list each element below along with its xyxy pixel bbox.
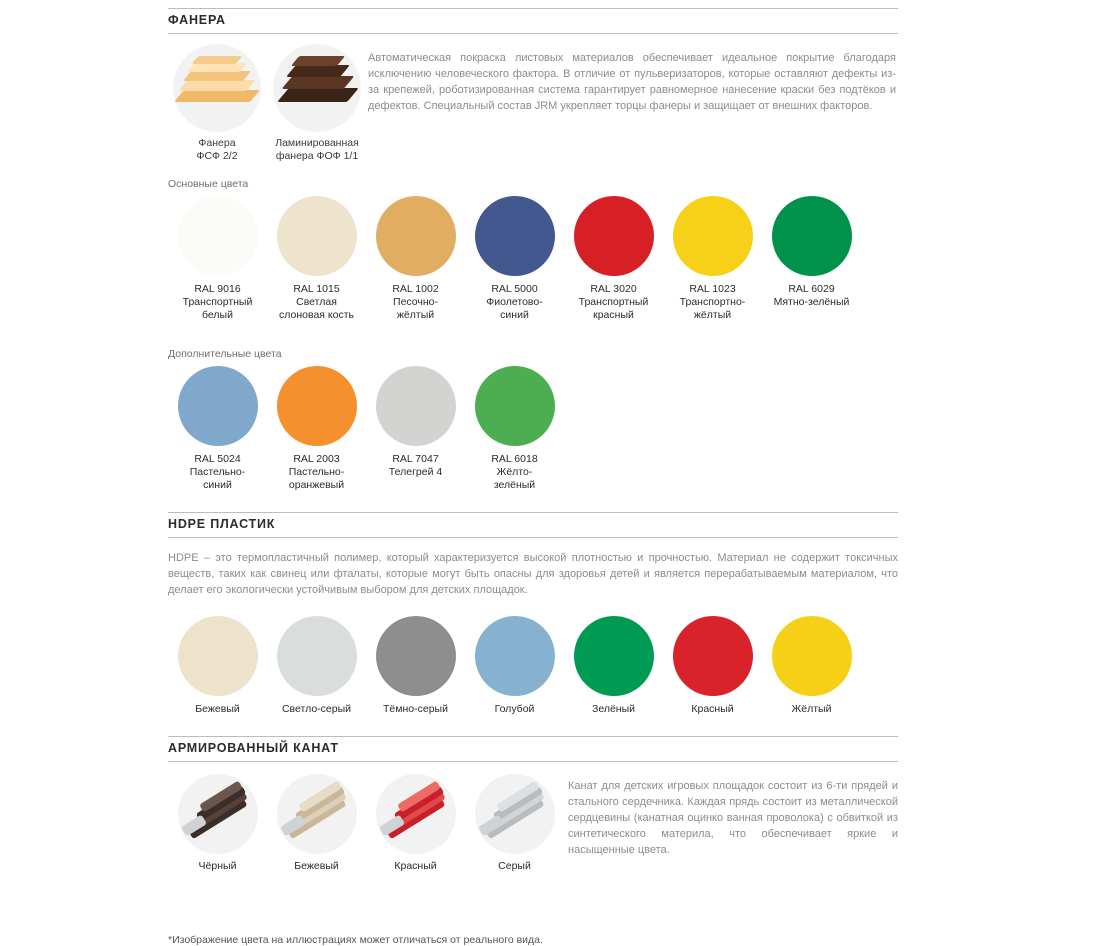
additional-colors-row — [168, 366, 898, 496]
color-dot — [673, 196, 753, 276]
color-code: RAL 1002 — [392, 283, 439, 295]
color-name-line1: Жёлто- — [496, 466, 533, 478]
color-swatch-ral-1002 — [366, 196, 465, 322]
color-swatch-ral-6018 — [465, 366, 564, 492]
section-header-rope — [168, 736, 898, 762]
divider-top — [168, 736, 898, 737]
hdpe-swatch-yellow — [762, 616, 861, 716]
color-code: RAL 5024 — [194, 453, 241, 465]
main-colors-row — [168, 196, 898, 334]
color-name: Зелёный — [591, 703, 635, 715]
color-name-line1: Песочно- — [393, 296, 438, 308]
rope-red-image — [376, 774, 456, 854]
plywood-fof-label — [268, 137, 366, 163]
section-title-hdpe: HDPE ПЛАСТИК — [168, 517, 276, 531]
hdpe-swatch-blue — [465, 616, 564, 716]
plywood-fsf-label-line1: Фанера — [198, 137, 236, 149]
section-title-plywood: ФАНЕРА — [168, 13, 226, 27]
color-name-line2: жёлтый — [693, 309, 732, 321]
color-name-line2: зелёный — [493, 479, 536, 491]
color-dot — [475, 196, 555, 276]
color-dot — [178, 616, 258, 696]
color-dot — [475, 616, 555, 696]
color-swatch-ral-5024 — [168, 366, 267, 492]
color-name-line2: красный — [593, 309, 634, 321]
plywood-sample-fsf — [168, 44, 266, 163]
plywood-description: Автоматическая покраска листовых материалов обеспечивает идеальное покрытие благодаря исключению человеческого фактора. В отличие от пульверизаторов, которые оставляют дефекты из-за крепежей, роботизированная система гарантирует равномерное нанесение краски без подтёков и дефектов. Специальный состав JRM укрепляет торцы фанеры и защищает от внешних факторов. — [368, 52, 896, 112]
color-swatch-ral-9016 — [168, 196, 267, 322]
color-dot — [277, 366, 357, 446]
color-dot — [574, 196, 654, 276]
color-name: Бежевый — [195, 703, 240, 715]
hdpe-swatch-light-gray — [267, 616, 366, 716]
color-dot — [376, 616, 456, 696]
color-name-line2: белый — [202, 309, 233, 321]
hdpe-swatch-red — [663, 616, 762, 716]
section-title-rope: АРМИРОВАННЫЙ КАНАТ — [168, 741, 339, 755]
color-code: RAL 7047 — [392, 453, 439, 465]
color-dot — [178, 366, 258, 446]
color-name-line2: слоновая кость — [279, 309, 354, 321]
section-header-plywood — [168, 8, 898, 34]
color-dot — [277, 196, 357, 276]
rope-gray-image — [475, 774, 555, 854]
color-name: Жёлтый — [791, 703, 832, 715]
section-header-hdpe — [168, 512, 898, 538]
rope-name: Красный — [394, 860, 437, 872]
plywood-fsf-label-line2: ФСФ 2/2 — [196, 150, 238, 162]
color-name-line1: Телегрей 4 — [388, 466, 443, 478]
plywood-fof-label-line2: фанера ФОФ 1/1 — [275, 150, 359, 162]
rope-sample-gray — [465, 774, 564, 872]
hdpe-colors-row — [168, 616, 898, 726]
color-swatch-ral-6029 — [762, 196, 861, 309]
color-name-line2: синий — [203, 479, 232, 491]
color-dot — [673, 616, 753, 696]
rope-name: Бежевый — [294, 860, 339, 872]
rope-sample-black — [168, 774, 267, 872]
color-code: RAL 6018 — [491, 453, 538, 465]
color-dot — [772, 196, 852, 276]
color-code: RAL 5000 — [491, 283, 538, 295]
plywood-fof-label-line1: Ламинированная — [275, 137, 359, 149]
color-dot — [772, 616, 852, 696]
rope-sample-beige — [267, 774, 366, 872]
color-code: RAL 1023 — [689, 283, 736, 295]
plywood-sample-fof — [268, 44, 366, 163]
color-name-line2: жёлтый — [396, 309, 435, 321]
color-name-line1: Транспортный — [182, 296, 253, 308]
rope-beige-image — [277, 774, 357, 854]
color-dot — [574, 616, 654, 696]
group-title-additional-colors: Дополнительные цвета — [168, 348, 282, 360]
color-code: RAL 6029 — [788, 283, 835, 295]
divider-bottom — [168, 33, 898, 34]
rope-name: Чёрный — [198, 860, 237, 872]
plywood-fof-image — [273, 44, 361, 132]
color-swatch-ral-5000 — [465, 196, 564, 322]
content-column — [168, 0, 898, 946]
plywood-fsf-image — [173, 44, 261, 132]
color-code: RAL 9016 — [194, 283, 241, 295]
group-title-main-colors: Основные цвета — [168, 178, 249, 190]
hdpe-swatch-dark-gray — [366, 616, 465, 716]
color-swatch-ral-1023 — [663, 196, 762, 322]
hdpe-swatch-beige — [168, 616, 267, 716]
color-dot — [376, 366, 456, 446]
color-name: Голубой — [494, 703, 535, 715]
hdpe-description: HDPE – это термопластичный полимер, который характеризуется высокой плотностью и прочностью. Материал не содержит токсичных веществ, таких как свинец или фталаты, которые могут быть опасны для здоровья детей и является перерабатываемым материалом, что делает его экологически устойчивым выбором для детских площадок. — [168, 552, 898, 596]
color-code: RAL 1015 — [293, 283, 340, 295]
color-swatch-ral-3020 — [564, 196, 663, 322]
color-name-line1: Транспортный — [578, 296, 649, 308]
color-name-line1: Пастельно- — [189, 466, 246, 478]
divider-bottom — [168, 761, 898, 762]
color-dot — [277, 616, 357, 696]
color-name-line1: Мятно-зелёный — [773, 296, 850, 308]
color-name-line1: Транспортно- — [679, 296, 746, 308]
plywood-samples-row — [168, 44, 898, 164]
rope-name: Серый — [498, 860, 531, 872]
color-swatch-ral-1015 — [267, 196, 366, 322]
color-code: RAL 2003 — [293, 453, 340, 465]
color-name-line1: Пастельно- — [288, 466, 345, 478]
color-swatch-ral-7047 — [366, 366, 465, 479]
color-code: RAL 3020 — [590, 283, 637, 295]
rope-samples-row — [168, 774, 898, 892]
color-name: Светло-серый — [281, 703, 352, 715]
color-name-line2: синий — [500, 309, 529, 321]
color-name-line2: оранжевый — [288, 479, 345, 491]
divider-bottom — [168, 537, 898, 538]
divider-top — [168, 8, 898, 9]
color-name-line1: Фиолетово- — [486, 296, 543, 308]
rope-black-image — [178, 774, 258, 854]
rope-description: Канат для детских игровых площадок состоит из 6-ти прядей и стального сердечника. Каждая прядь состоит из металлической сердцевины (канатная оцинко ванная проволока) с обвиткой из синтетического материла, что обеспечивает яркие и насыщенные цвета. — [568, 780, 898, 856]
color-name: Тёмно-серый — [383, 703, 448, 715]
footnote: *Изображение цвета на иллюстрациях может отличаться от реального вида. — [168, 934, 543, 946]
color-dot — [475, 366, 555, 446]
color-name-line1: Светлая — [296, 296, 337, 308]
color-dot — [178, 196, 258, 276]
color-dot — [376, 196, 456, 276]
plywood-fsf-label — [168, 137, 266, 163]
rope-sample-red — [366, 774, 465, 872]
hdpe-swatch-green — [564, 616, 663, 716]
divider-top — [168, 512, 898, 513]
color-swatch-ral-2003 — [267, 366, 366, 492]
color-name: Красный — [691, 703, 734, 715]
